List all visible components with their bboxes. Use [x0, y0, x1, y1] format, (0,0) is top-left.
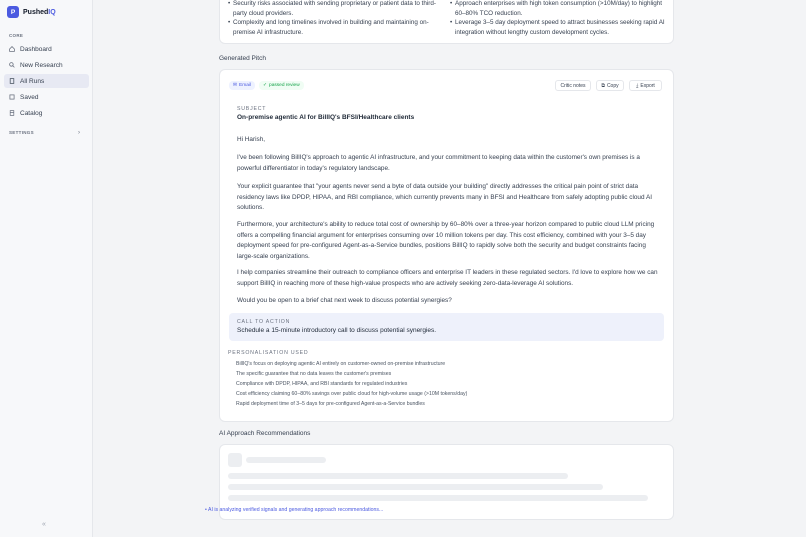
section-title-generated-pitch: Generated Pitch — [219, 55, 266, 62]
sidebar — [0, 0, 93, 537]
cta-text: Schedule a 15-minute introductory call to discuss potential synergies. — [237, 327, 437, 334]
copy-icon: ⧉ — [601, 82, 605, 89]
list-item: • Leverage 3–5 day deployment speed to attract businesses seeking rapid AI integration without lengthy custom development cycles. — [450, 19, 665, 36]
copy-button[interactable]: ⧉ Copy — [596, 80, 624, 91]
sidebar-item-new-research[interactable] — [4, 58, 89, 72]
list-item: The specific guarantee that no data leaves the customer's premises — [236, 371, 392, 377]
list-item: BillIQ's focus on deploying agentic AI entirely on customer-owned on-premise infrastructure — [236, 361, 446, 367]
list-item: Compliance with DPDP, HIPAA, and RBI standards for regulated industries — [236, 381, 408, 387]
logo-name: Pushed — [23, 8, 49, 16]
email-subject: On-premise agentic AI for BillIQ's BFSI/Healthcare clients — [237, 114, 415, 121]
section-title-recommendations: AI Approach Recommendations — [219, 430, 311, 437]
mail-icon: ✉ — [233, 83, 238, 88]
list-item: Cost efficiency claiming 60–80% savings over public cloud for high-volume usage (>10M tokens/day) — [236, 391, 468, 397]
email-chip: ✉ Email — [229, 81, 255, 90]
catalog-icon — [9, 110, 15, 116]
sidebar-item-label: All Runs — [20, 77, 45, 85]
collapse-sidebar-icon[interactable]: « — [42, 521, 46, 528]
email-paragraph: Furthermore, your architecture's ability to reduce total cost of ownership by 60–80% over a three-year horizon compared to public cloud LLM pricing offers a compelling financial argument for enterprises consuming over 10 million tokens per day. This cost efficiency, combined with your 3–5 day deployment speed for pre-configured Agent-as-a-Service bundles, positions BillIQ to rapidly solve both the security and budget constraints facing large-scale organizations. — [237, 221, 655, 260]
sidebar-item-all-runs[interactable] — [4, 74, 89, 88]
export-button[interactable]: ⤓ Export — [629, 80, 662, 91]
loading-skeleton — [228, 484, 603, 490]
logo-badge: P — [7, 6, 19, 18]
app-logo[interactable] — [7, 6, 56, 18]
subject-label: SUBJECT — [237, 106, 267, 112]
sidebar-item-catalog[interactable] — [4, 106, 89, 120]
logo-accent: IQ — [48, 8, 56, 16]
list-item: • Security risks associated with sending proprietary or patient data to third- party cloud providers. — [228, 0, 436, 17]
sidebar-section-settings[interactable]: SETTINGS — [9, 130, 34, 135]
email-paragraph: I've been following BillIQ's approach to agentic AI infrastructure, and your commitment to keeping data within the customer's own premises is a powerful differentiator in today's regulatory landscape. — [237, 154, 640, 172]
download-icon: ⤓ — [636, 82, 639, 89]
bookmark-icon — [9, 94, 15, 100]
sidebar-item-label: New Research — [20, 61, 63, 69]
email-paragraph: I help companies streamline their outreach to compliance officers and enterprise IT leaders in these regulated sectors. I'd love to explore how we can support BillIQ in reaching more of these high-value prospects who are actively seeking zero-data-leverage AI solutions. — [237, 269, 658, 287]
cta-label: CALL TO ACTION — [237, 319, 291, 325]
loading-skeleton — [228, 495, 648, 501]
search-icon — [9, 62, 15, 68]
main-content — [93, 0, 806, 537]
check-icon: ✓ — [263, 83, 268, 88]
loading-status: • AI is analyzing verified signals and generating approach recommendations... — [205, 507, 384, 513]
home-icon — [9, 46, 15, 52]
list-item: Rapid deployment time of 3–5 days for pre-configured Agent-as-a-Service bundles — [236, 401, 425, 407]
list-item: • Complexity and long timelines involved in building and maintaining on- premise AI infrastructure. — [228, 19, 429, 36]
loading-skeleton — [228, 473, 568, 479]
sidebar-item-label: Catalog — [20, 109, 43, 117]
review-status-badge: ✓ passed review — [259, 81, 304, 90]
loading-skeleton — [246, 457, 326, 463]
sidebar-item-label: Saved — [20, 93, 39, 101]
document-icon — [9, 78, 15, 84]
email-paragraph: Would you be open to a brief chat next week to discuss potential synergies? — [237, 297, 452, 304]
sidebar-item-saved[interactable] — [4, 90, 89, 104]
personalisation-label: PERSONALISATION USED — [228, 350, 309, 356]
loading-indicator-icon: • — [205, 507, 207, 513]
email-paragraph: Your explicit guarantee that "your agents never send a byte of data outside your building" directly addresses the critical pain point of strict data residency laws like DPDP, HIPAA, and RBI compliance, which currently prevents many in BFSI and Healthcare from safely adopting public cloud AI solutions. — [237, 183, 652, 211]
loading-skeleton — [228, 453, 242, 467]
email-greeting: Hi Harish, — [237, 136, 266, 143]
sidebar-item-dashboard[interactable] — [4, 42, 89, 56]
chevron-right-icon[interactable]: › — [78, 130, 80, 136]
critic-notes-button[interactable]: Critic notes — [555, 80, 591, 91]
sidebar-section-core: CORE — [9, 33, 24, 38]
list-item: • Approach enterprises with high token consumption (>10M/day) to highlight 60–80% TCO reduction. — [450, 0, 663, 17]
logo-text — [23, 9, 56, 16]
sidebar-item-label: Dashboard — [20, 45, 52, 53]
